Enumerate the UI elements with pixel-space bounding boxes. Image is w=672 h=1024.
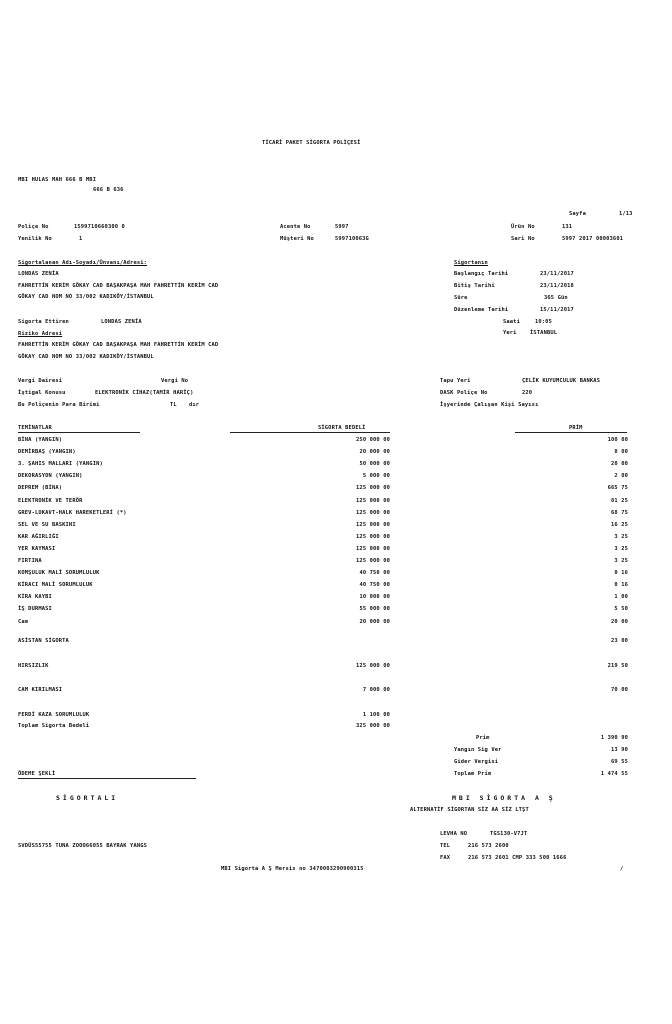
coverage-name: DEMİRBAŞ (YANGIN): [18, 449, 76, 456]
vergi-dairesi-label: Vergi Dairesi: [18, 378, 63, 384]
coverage-bedel: 125 000 00: [356, 533, 390, 540]
bitis-label: Bitiş Tarihi: [454, 283, 495, 289]
para-value: TL: [170, 402, 177, 408]
tel-value: 216 573 2600: [468, 843, 509, 849]
acente-value: 5997: [335, 224, 349, 230]
coverage-bedel: 125 000 00: [356, 521, 390, 528]
coverage-bedel: 40 750 00: [359, 582, 390, 589]
coverage-prim: 68 75: [611, 509, 628, 516]
coverage-bedel: 50 000 00: [359, 461, 390, 468]
document-title: TİCARİ PAKET SİGORTA POLİÇESİ: [262, 140, 361, 146]
coverage-name: DEKORASYON (YANGIN): [18, 473, 83, 480]
coverage-prim: 3 25: [614, 545, 628, 552]
insurer-signature: MBI SİGORTA A Ş: [452, 794, 556, 802]
toplam-prim-label: Toplam Prim: [454, 771, 492, 777]
coverage-prim: 3 25: [614, 558, 628, 564]
coverage-bedel: 40 750 00: [359, 570, 390, 577]
coverage-name: KİRACI MALİ SORUMLULUK: [18, 582, 93, 589]
coverage-prim: 5 50: [614, 606, 628, 613]
sigortali-signature: SİGORTALI: [56, 794, 119, 802]
header-address-1: MBI HULAS MAH 666 B MBI: [18, 177, 97, 183]
para-label: Bu Poliçenin Para Birimi: [18, 402, 100, 408]
bitis-value: 23/11/2018: [540, 283, 574, 289]
coverage-prim: 8 00: [614, 449, 628, 456]
yenilik-value: 1: [79, 236, 83, 242]
saati-label: Saati: [503, 319, 520, 325]
urun-value: 131: [562, 224, 573, 230]
yeri-value: İSTANBUL: [530, 330, 558, 336]
ettiren-label: Sigorta Ettiren: [18, 319, 69, 325]
duzenleme-label: Düzenleme Tarihi: [454, 307, 509, 313]
coverage-name: SEL VE SU BASKINI: [18, 521, 76, 528]
coverage-prim: 100 00: [607, 437, 628, 443]
coverage-prim: 20 00: [611, 461, 628, 468]
dask-value: 220: [522, 390, 533, 396]
coverage-name: FIRTINA: [18, 558, 42, 564]
sigortanin-heading: Sigortanın: [454, 260, 488, 266]
gider-value: 69 55: [611, 759, 628, 765]
riziko-address-1: FAHRETTİN KERİM GÖKAY CAD BAŞAKPAŞA MAH FAHRETTİN KERİM CAD: [18, 342, 219, 348]
police-value: 1599710660300 0: [74, 224, 125, 230]
coverage-bedel: 125 000 00: [356, 509, 390, 516]
extra-name-cam: CAM KIRILMASI: [18, 687, 63, 693]
coverage-name: 3. ŞAHIS MALLARI (YANGIN): [18, 461, 103, 468]
odeme-rule: [18, 778, 196, 779]
coverage-name: BİNA (YANGIN): [18, 437, 63, 443]
extra-bedel-ferdi: 1 100 00: [362, 712, 390, 718]
insurer-slogan: ALTERNATİF SİGORTAN SİZ AA SİZ LTŞT: [410, 807, 529, 813]
vergi-no-label: Vergi No: [161, 378, 189, 384]
coverage-prim: 20 00: [611, 618, 628, 625]
sari-label: Sari No: [511, 236, 535, 242]
extra-name-hirsizlik: HIRSIZLIK: [18, 663, 49, 669]
footer-bottom-line: MBI Sigorta A Ş Mersis no 3470003290900315: [221, 866, 364, 872]
musteri-label: Müşteri No: [280, 236, 314, 242]
musteri-value: 599710063G: [335, 236, 369, 242]
coverage-name: YER KAYMASI: [18, 545, 56, 552]
sure-value: 365 Gün: [544, 295, 568, 301]
fax-value: 216 573 2601 CMP 333 500 1666: [468, 855, 567, 861]
yenilik-label: Yenilik No: [18, 236, 52, 242]
coverage-name: KAR AĞIRLIĞI: [18, 533, 59, 540]
levha-label: LEVHA NO: [440, 831, 468, 837]
acente-label: Acente No: [280, 224, 311, 230]
isyeri-label: İşyerinde Çalışan Kişi Sayısı: [440, 402, 539, 408]
baslangic-label: Başlangıç Tarihi: [454, 271, 509, 277]
coverage-name: Cam: [18, 618, 29, 625]
coverage-name: KİRA KAYBI: [18, 594, 52, 601]
odeme-label: ÖDEME ŞEKLİ: [18, 771, 56, 777]
coverage-name: İŞ DURMASI: [18, 606, 52, 613]
col-prim-rule: [515, 432, 627, 433]
coverage-prim: 1 00: [614, 594, 628, 601]
coverage-bedel: 125 000 00: [356, 545, 390, 552]
extra-bedel-cam: 7 000 00: [362, 687, 390, 693]
coverage-name: DEPREM (BİNA): [18, 485, 63, 492]
gider-label: Gider Vergisi: [454, 759, 499, 765]
coverage-bedel: 20 000 00: [359, 449, 390, 456]
para-suffix: dır: [189, 402, 200, 408]
coverage-prim: 665 75: [607, 485, 628, 492]
footer-slash: /: [620, 866, 624, 872]
tel-label: TEL: [440, 843, 451, 849]
coverage-bedel: 55 000 00: [359, 606, 390, 613]
riziko-address-2: GÖKAY CAD NOM NO 33/002 KADIKÖY/İSTANBUL: [18, 354, 154, 360]
ysv-label: Yangın Sig Ver: [454, 747, 502, 753]
police-label: Poliçe No: [18, 224, 49, 230]
col-teminatlar: TEMİNATLAR: [18, 425, 52, 431]
coverage-bedel: 250 000 00: [356, 437, 390, 443]
coverage-bedel: 20 000 00: [359, 618, 390, 625]
extra-prim-cam: 70 00: [611, 687, 628, 693]
extra-name-ferdi: FERDİ KAZA SORUMLULUK: [18, 712, 90, 718]
coverage-prim: 81 25: [611, 497, 628, 504]
col-teminatlar-rule: [18, 432, 140, 433]
coverage-prim: 0 16: [614, 582, 628, 589]
coverage-prim: 0 16: [614, 570, 628, 577]
coverage-name: ELEKTRONİK VE TERÖR: [18, 497, 83, 504]
coverage-bedel: 5 000 00: [362, 473, 390, 480]
coverage-bedel: 10 000 00: [359, 594, 390, 601]
col-prim: PRİM: [569, 425, 583, 431]
header-address-2: 666 B 636: [93, 187, 124, 193]
col-bedel-rule: [230, 432, 390, 433]
coverage-bedel: 125 000 00: [356, 485, 390, 492]
toplam-prim-value: 1 474 55: [600, 771, 628, 777]
extra-prim-hirsizlik: 219 50: [607, 663, 628, 669]
total-label: Toplam Sigorta Bedeli: [18, 723, 90, 729]
sari-value: 5997 2017 00003601: [562, 236, 624, 242]
baslangic-value: 23/11/2017: [540, 271, 574, 277]
duzenleme-value: 15/11/2017: [540, 307, 574, 313]
coverage-prim: 16 25: [611, 521, 628, 528]
insured-address-1: FAHRETTİN KERİM GÖKAY CAD BAŞAKPAŞA MAH FAHRETTİN KERİM CAD: [18, 283, 219, 289]
dask-label: DASK Poliçe No: [440, 390, 488, 396]
extra-bedel-hirsizlik: 125 000 00: [356, 663, 390, 669]
ettiren-value: LONDAS ZENİA: [101, 319, 142, 325]
yeri-label: Yeri: [503, 330, 517, 336]
prim-label: Prim: [476, 735, 490, 741]
urun-label: Ürün No: [511, 224, 535, 230]
prim-value: 1 390 90: [600, 735, 628, 741]
insured-name: LONDAS ZENİA: [18, 271, 59, 277]
tapu-value: ÇELİK KUYUMCULUK BANKAS: [522, 378, 601, 384]
sayfa-label: Sayfa: [569, 211, 586, 217]
ysv-value: 13 90: [611, 747, 628, 753]
extra-name-asistan: ASİSTAN SİGORTA: [18, 638, 69, 644]
levha-value: TGS130-V7JT: [490, 831, 528, 837]
riziko-label: Riziko Adresi: [18, 331, 63, 337]
coverage-bedel: 125 000 00: [356, 497, 390, 504]
coverage-prim: 3 25: [614, 533, 628, 540]
fax-label: FAX: [440, 855, 451, 861]
istigal-value: ELEKTRONİK CİHAZ(TAMİR HARİÇ): [95, 390, 194, 396]
coverage-prim: 2 00: [614, 473, 628, 480]
coverage-bedel: 125 000 00: [356, 558, 390, 564]
insured-heading: Sigortalanan Adı-Soyadı/Ünvanı/Adresi:: [18, 260, 148, 266]
footer-left-text: SVDÜS55755 TUNA ZOOO66055 BAYRAK YANGS: [18, 843, 148, 849]
sayfa-value: 1/13: [619, 211, 633, 217]
istigal-label: İştigal Konusu: [18, 390, 66, 396]
sure-label: Süre: [454, 295, 468, 301]
tapu-label: Tapu Yeri: [440, 378, 471, 384]
col-bedel: SİGORTA BEDELİ: [318, 425, 366, 431]
extra-prim-asistan: 23 00: [611, 638, 628, 644]
coverage-name: KOMŞULUK MALİ SORUMLULUK: [18, 570, 100, 577]
coverage-name: GREV-LOKAVT-HALK HAREKETLERİ (*): [18, 509, 127, 516]
saati-value: 10:05: [535, 319, 552, 325]
insured-address-2: GÖKAY CAD NOM NO 33/002 KADIKÖY/İSTANBUL: [18, 294, 154, 300]
total-value: 325 000 00: [356, 723, 390, 729]
